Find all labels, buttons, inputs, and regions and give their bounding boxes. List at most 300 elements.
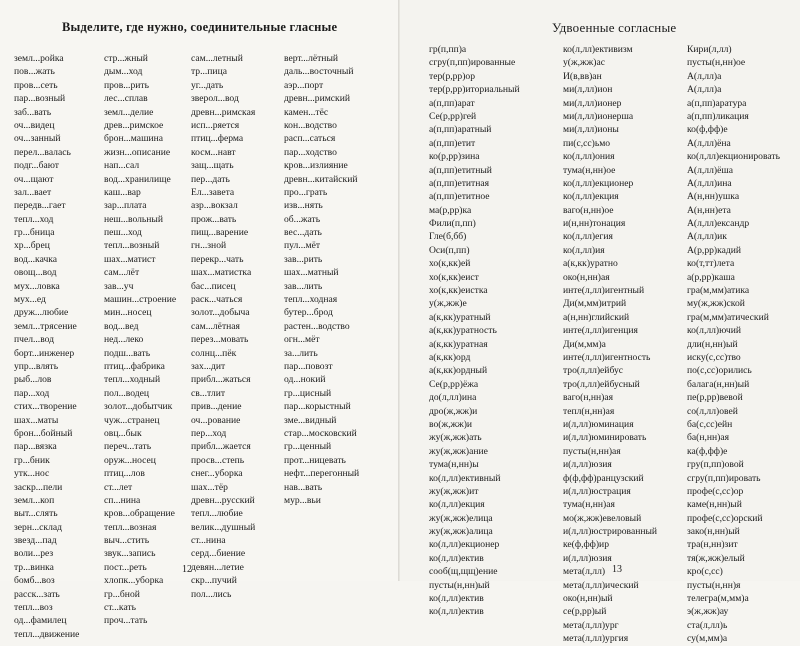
word-item: Ди(м,мм)а [563, 338, 606, 350]
word-item: тепл...возный [104, 240, 160, 252]
word-item: оч...занный [14, 133, 61, 145]
word-item: ка(ф,фф)е [687, 445, 728, 457]
word-item: инте(л,лл)игентность [563, 351, 651, 363]
word-item: нап...сал [104, 160, 140, 172]
word-item: а(к,кк)ордный [429, 365, 488, 377]
word-item: Ди(м,мм)итрий [563, 298, 627, 310]
word-item: тума(н,нн)ы [429, 459, 479, 471]
word-item: бомб...воз [14, 575, 55, 587]
word-item: серд...биение [191, 548, 246, 560]
word-item: древн...римский [284, 93, 350, 105]
word-item: и(н,нн)тонация [563, 218, 626, 230]
word-item: а(н,нн)глийский [563, 311, 630, 323]
word-column [14, 52, 79, 641]
word-item: ко(л,лл)ективизм [563, 44, 633, 55]
word-item: А(л,лл)ик [687, 231, 727, 243]
word-item: мух...ловка [14, 280, 60, 292]
word-item: ко(л,лл)ектив [429, 606, 484, 618]
word-column [104, 52, 176, 628]
word-item: до(л,лл)ина [429, 392, 477, 404]
word-item: а(п,пп)етитный [429, 164, 492, 176]
word-item: жу(ж,жж)ит [429, 485, 479, 497]
word-item: защ...щать [191, 160, 234, 172]
word-item: жу(ж,жж)ание [429, 445, 488, 457]
word-column [429, 43, 520, 619]
word-item: уг...дать [191, 79, 224, 91]
word-item: расск...зать [14, 588, 60, 600]
word-item: Се(р,рр)ёжа [429, 378, 479, 390]
word-item: брон...бойный [14, 427, 73, 439]
right-page [400, 0, 800, 645]
word-item: А(л,лл)ёна [687, 137, 731, 149]
word-item: ко(л,лл)екционер [563, 177, 634, 189]
word-item: балага(н,нн)ый [687, 378, 750, 390]
word-item: ко(л,лл)егия [563, 231, 613, 243]
word-item: од...нокий [284, 374, 326, 386]
word-item: шах...матный [284, 267, 339, 279]
word-column [191, 52, 255, 601]
word-item: а(п,пп)ликация [687, 110, 749, 122]
word-item: иску(с,сс)тво [687, 351, 741, 363]
page-number: 13 [612, 564, 622, 575]
word-item: друж...любие [14, 307, 69, 319]
word-item: земл...ройка [14, 53, 64, 64]
word-item: зерн...склад [14, 521, 63, 533]
word-item: а(к,кк)уратность [429, 325, 497, 337]
word-item: сгру(п,пп)ировать [687, 472, 761, 484]
word-column [284, 52, 359, 507]
word-item: а(к,кк)уратно [563, 258, 618, 270]
word-item: пи(с,сс)ьмо [563, 137, 611, 149]
word-item: ке(ф,фф)ир [563, 539, 609, 551]
word-item: гр(п,пп)а [429, 44, 467, 55]
word-item: Оси(п,пп) [429, 244, 470, 256]
word-item: птиц...лов [104, 468, 145, 480]
word-item: про...грать [284, 186, 328, 198]
word-item: а(п,пп)аратура [687, 97, 747, 109]
word-item: пчел...вод [14, 334, 55, 346]
word-item: А(н,нн)ета [687, 204, 731, 216]
word-item: тро(л,лл)ейбусный [563, 378, 640, 390]
word-item: жу(ж,жж)алица [429, 526, 493, 538]
word-item: пусты(н,нн)ый [429, 579, 490, 591]
word-item: профе(с,сс)ор [687, 485, 744, 497]
word-item: пар...ход [14, 387, 50, 399]
page-title: Выделите, где нужно, соединительные гласные [62, 20, 338, 34]
word-item: раск...чаться [191, 294, 243, 306]
word-item: древн...русский [191, 494, 255, 506]
word-item: скр...пучий [191, 575, 237, 587]
word-item: зал...вает [14, 186, 52, 198]
word-item: профе(с,сс)орский [687, 512, 763, 524]
word-item: зме...видный [284, 414, 337, 426]
word-item: звук...запись [104, 548, 156, 560]
word-item: гр...бной [104, 588, 140, 600]
word-item: ст...лет [104, 481, 133, 493]
word-item: заб...вать [14, 106, 52, 118]
word-item: ко(т,тт)лета [687, 258, 735, 270]
word-item: овц...бык [104, 427, 142, 439]
word-item: пол...водец [104, 387, 150, 399]
word-item: ваго(н,нн)ая [563, 392, 614, 404]
word-item: тепл...ходный [104, 374, 161, 386]
word-item: ми(л,лл)ионер [563, 97, 622, 109]
word-item: гру(п,пп)овой [687, 459, 744, 471]
word-item: верт...лётный [284, 53, 339, 64]
left-page [0, 0, 400, 640]
word-item: пусты(н,нн)ая [563, 445, 621, 457]
word-item: у(ж,жж)е [429, 298, 467, 310]
word-item: мух...ед [14, 294, 46, 306]
word-item: пер...ход [191, 427, 227, 439]
word-item: ми(л,лл)ион [563, 84, 613, 96]
word-item: неш...вольный [104, 213, 163, 225]
word-item: А(л,лл)а [687, 70, 722, 82]
word-item: телегра(м,мм)а [687, 593, 749, 605]
word-item: тра(н,нн)зит [687, 539, 738, 551]
word-item: а(п,пп)арат [429, 97, 475, 109]
word-item: ко(л,лл)екция [563, 191, 619, 203]
word-item: ко(л,лл)ектив [429, 593, 484, 605]
word-item: св...тлит [191, 387, 226, 399]
word-item: вод...качка [14, 253, 58, 265]
word-item: золот...добытчик [104, 401, 173, 413]
word-item: прив...дение [191, 401, 242, 413]
word-item: кро(с,сс) [687, 566, 723, 578]
word-item: ма(р,рр)ка [429, 204, 472, 216]
word-item: рыб...лов [14, 374, 52, 386]
word-item: у(ж,жж)ас [563, 57, 605, 69]
word-item: упр...влять [14, 360, 59, 372]
word-item: гр...ценный [284, 441, 332, 453]
word-item: огн...мёт [284, 334, 320, 346]
word-item: нав...вать [284, 481, 323, 493]
word-column [687, 43, 780, 646]
word-item: пер...дать [191, 173, 230, 185]
word-item: снег...уборка [191, 468, 243, 480]
word-item: земл...коп [14, 494, 55, 506]
word-item: зар...плата [104, 200, 147, 212]
word-item: заскр...пели [14, 481, 63, 493]
word-item: тепл...любие [191, 508, 243, 520]
word-item: стар...московский [284, 427, 357, 439]
word-item: солнц...пёк [191, 347, 237, 359]
word-item: воли...рез [14, 548, 54, 560]
word-item: просв...степь [191, 454, 245, 466]
word-item: хо(к,кк)еист [429, 271, 479, 283]
word-item: по(с,сс)орились [687, 365, 752, 377]
word-item: а(к,кк)уратная [429, 338, 488, 350]
word-item: даль...восточный [284, 66, 354, 78]
word-item: тр...винка [14, 561, 54, 573]
word-item: за...лить [284, 347, 318, 359]
word-item: пов...жать [14, 66, 55, 78]
word-item: и(л,лл)юстрированный [563, 526, 658, 538]
word-item: исп...ряется [191, 119, 240, 131]
word-item: пар...вязка [14, 441, 57, 453]
word-item: ф(ф,фф)ранцузский [563, 472, 644, 484]
word-item: гр...бница [14, 227, 55, 239]
word-item: тя(ж,жж)елый [687, 552, 745, 564]
word-item: велик...душный [191, 521, 256, 533]
word-item: ста(л,лл)ь [687, 619, 728, 631]
word-item: тепл...ходная [284, 294, 338, 306]
word-item: тепл...движение [14, 628, 80, 640]
word-item: зах...дит [191, 360, 226, 372]
word-item: пул...мёт [284, 240, 321, 252]
word-item: прибл...жаться [191, 374, 251, 386]
word-item: расп...саться [284, 133, 336, 145]
word-item: пе(р,рр)вевой [687, 392, 743, 404]
word-item: прот...ницевать [284, 454, 346, 466]
word-item: брон...машина [104, 133, 163, 145]
word-item: звезд...пад [14, 535, 57, 547]
word-item: кон...водство [284, 119, 337, 131]
word-item: об...жать [284, 213, 321, 225]
word-item: пол...лись [191, 588, 232, 600]
word-item: перез...мовать [191, 334, 249, 346]
word-item: сп...нина [104, 494, 141, 506]
word-item: пар...корыстный [284, 401, 351, 413]
word-item: шах...тёр [191, 481, 228, 493]
word-item: ми(л,лл)ионы [563, 124, 619, 136]
word-item: оч...видец [14, 119, 55, 131]
word-item: ба(с,сс)ейн [687, 418, 733, 430]
word-item: мета(л,лл) [563, 566, 606, 578]
word-item: чуж...странец [104, 414, 160, 426]
word-item: ко(л,лл)ективный [429, 472, 501, 484]
word-item: А(н,нн)ушка [687, 191, 740, 203]
word-item: прож...вать [191, 213, 237, 225]
word-item: Гле(б,бб) [429, 231, 467, 243]
word-item: мета(л,лл)ический [563, 579, 639, 591]
word-item: оруж...носец [104, 454, 156, 466]
word-column [563, 43, 657, 646]
page-title: Удвоенные согласные [552, 20, 677, 35]
word-item: а(р,рр)каша [687, 271, 735, 283]
word-item: пров...рить [104, 79, 149, 91]
word-item: растен...водство [284, 320, 350, 332]
word-item: пусты(н,нн)ое [687, 57, 746, 69]
word-item: тер(р,рр)иториальный [429, 84, 520, 96]
word-item: се(р,рр)ый [563, 606, 607, 618]
word-item: птиц...фабрика [104, 360, 165, 372]
word-item: ст...кать [104, 602, 137, 614]
word-item: дли(н,нн)ый [687, 338, 738, 350]
word-item: нед...леко [104, 334, 144, 346]
word-item: мета(л,лл)ургия [563, 633, 629, 645]
word-item: земл...делие [104, 106, 154, 118]
word-item: дым...ход [104, 66, 143, 78]
word-item: утк...нос [14, 468, 50, 480]
word-item: подг...бают [14, 160, 59, 172]
word-item: Фили(п,пп) [429, 218, 476, 230]
word-item: перел...валась [14, 146, 71, 158]
word-item: кров...обращение [104, 508, 175, 520]
word-item: зав...рить [284, 253, 323, 265]
word-item: око(н,нн)ая [563, 271, 610, 283]
word-item: и(л,лл)юминация [563, 418, 634, 430]
word-item: зако(н,нн)ый [687, 526, 740, 538]
word-item: а(п,пп)етитная [429, 177, 490, 189]
word-item: жу(ж,жж)елица [429, 512, 493, 524]
word-item: ваго(н,нн)ое [563, 204, 614, 216]
word-item: од...фамилец [14, 615, 67, 627]
word-item: земл...трясение [14, 320, 77, 332]
word-item: переч...тать [104, 441, 152, 453]
word-item: пост...реть [104, 561, 147, 573]
word-item: овощ...вод [14, 267, 57, 279]
word-item: а(п,пп)етитное [429, 191, 490, 203]
word-item: пар...возный [14, 93, 66, 105]
word-item: девян...летие [191, 561, 244, 573]
word-item: бас...писец [191, 280, 236, 292]
word-item: пар...ходство [284, 146, 337, 158]
word-item: гр...бник [14, 454, 50, 466]
word-item: древ...римское [104, 119, 164, 131]
word-item: тепл...возная [104, 521, 157, 533]
word-item: каме(н,нн)ый [687, 499, 742, 511]
word-item: А(л,лл)ёша [687, 164, 733, 176]
word-item: зав...уч [104, 280, 134, 292]
word-item: мин...носец [104, 307, 152, 319]
word-item: сгру(п,пп)ированные [429, 57, 516, 69]
word-item: изв...нять [284, 200, 323, 212]
word-item: око(н,нн)ый [563, 593, 613, 605]
word-item: шах...матистка [191, 267, 252, 279]
word-item: сам...лётная [191, 320, 240, 332]
word-item: тума(н,нн)ое [563, 164, 616, 176]
word-item: вод...хранилище [104, 173, 171, 185]
word-item: подш...вать [104, 347, 151, 359]
word-item: хо(к,кк)еистка [429, 285, 488, 297]
word-item: косм...навт [191, 146, 236, 158]
word-item: А(л,лл)ина [687, 177, 732, 189]
word-item: и(л,лл)юминировать [563, 432, 647, 444]
word-item: мета(л,лл)ург [563, 619, 619, 631]
word-item: перекр...чать [191, 253, 244, 265]
word-item: тр...пица [191, 66, 227, 78]
word-item: ко(р,рр)зина [429, 151, 480, 163]
word-item: жу(ж,жж)ать [429, 432, 482, 444]
word-item: шах...матист [104, 253, 156, 265]
word-item: тер(р,рр)ор [429, 70, 476, 82]
word-item: ко(л,лл)ия [563, 244, 605, 256]
word-item: гра(м,мм)атика [687, 285, 750, 297]
page-number: 12 [182, 564, 192, 575]
word-item: вод...вед [104, 320, 139, 332]
word-item: ко(л,лл)екция [429, 499, 485, 511]
word-item: ми(л,лл)ионерша [563, 110, 634, 122]
word-item: древн...римская [191, 106, 256, 118]
word-item: пеш...ход [104, 227, 142, 239]
word-item: пусты(н,нн)я [687, 579, 741, 591]
word-item: тума(н,нн)ая [563, 499, 615, 511]
word-item: вес...дать [284, 227, 322, 239]
word-item: а(п,пп)аратный [429, 124, 492, 136]
word-item: выт...слять [14, 508, 58, 520]
word-item: тро(л,лл)ейбус [563, 365, 624, 377]
word-item: борт...инженер [14, 347, 75, 359]
word-item: прибл...жается [191, 441, 251, 453]
word-item: сам...летный [191, 53, 243, 64]
word-item: стих...творение [14, 401, 77, 413]
word-item: сооб(щ,щщ)ение [429, 566, 498, 578]
word-item: а(к,кк)орд [429, 351, 471, 363]
word-item: лес...сплав [104, 93, 148, 105]
word-item: мур...вьи [284, 494, 321, 506]
word-item: и(л,лл)юстрация [563, 485, 631, 497]
word-item: му(ж,жж)ской [687, 298, 745, 310]
word-item: кров...излияние [284, 160, 348, 172]
word-item: ст...нина [191, 535, 226, 547]
word-item: древн...китайский [284, 173, 358, 185]
word-item: каш...вар [104, 186, 141, 198]
word-item: А(л,лл)а [687, 84, 722, 96]
word-item: зав...лить [284, 280, 323, 292]
word-item: гра(м,мм)атический [687, 311, 769, 323]
word-item: проч...тать [104, 615, 148, 627]
word-item: птиц...ферма [191, 133, 244, 145]
word-item: со(л,лл)овей [687, 405, 738, 417]
word-item: э(ж,жж)ау [687, 606, 729, 618]
word-item: тепл(н,нн)ая [563, 405, 615, 417]
word-item: дро(ж,жж)и [429, 405, 478, 417]
word-item: жизн...описание [104, 146, 171, 158]
word-item: пар...повозт [284, 360, 333, 372]
word-item: ко(л,лл)екционер [429, 539, 500, 551]
word-item: хлопк...уборка [104, 575, 164, 587]
word-item: гн...зной [191, 240, 227, 252]
word-item: оч...щают [14, 173, 54, 185]
word-item: ко(л,лл)екционировать [687, 151, 780, 163]
word-item: передв...гает [14, 200, 66, 212]
word-item: камен...тёс [284, 106, 329, 118]
word-item: а(п,пп)етит [429, 137, 476, 149]
word-item: пищ...варение [191, 227, 249, 239]
word-item: И(в,вв)ан [563, 70, 602, 82]
word-item: Кири(л,лл) [687, 44, 732, 55]
word-item: Се(р,рр)гей [429, 110, 477, 122]
word-item: шах...маты [14, 414, 59, 426]
word-item: и(л,лл)юзия [563, 459, 612, 471]
word-item: ко(л,лл)ючий [687, 325, 742, 337]
word-item: выч...стить [104, 535, 150, 547]
word-item: ба(н,нн)ая [687, 432, 730, 444]
word-item: тепл...воз [14, 602, 53, 614]
word-item: тепл...ход [14, 213, 54, 225]
word-item: азр...вокзал [191, 200, 238, 212]
word-item: су(м,мм)а [687, 633, 728, 645]
word-item: нефт...перегонный [284, 468, 360, 480]
word-item: золот...добыча [191, 307, 250, 319]
word-item: машин...строение [104, 294, 177, 306]
word-item: зверол...вод [191, 93, 239, 105]
word-item: хо(к,кк)ей [429, 258, 471, 270]
word-item: оч...рование [191, 414, 241, 426]
word-item: ко(ф,фф)е [687, 124, 728, 136]
word-item: сам...лёт [104, 267, 140, 279]
word-item: аэр...порт [284, 79, 324, 91]
word-item: Ел...завета [191, 186, 235, 198]
word-item: инте(л,лл)игенция [563, 325, 638, 337]
word-item: А(р,рр)кадий [687, 244, 742, 256]
word-item: инте(л,лл)игентный [563, 285, 645, 297]
word-item: хр...брец [14, 240, 50, 252]
word-item: гр...цисный [284, 387, 332, 399]
word-item: ко(л,лл)ония [563, 151, 615, 163]
word-item: мо(ж,жж)евеловый [563, 512, 642, 524]
